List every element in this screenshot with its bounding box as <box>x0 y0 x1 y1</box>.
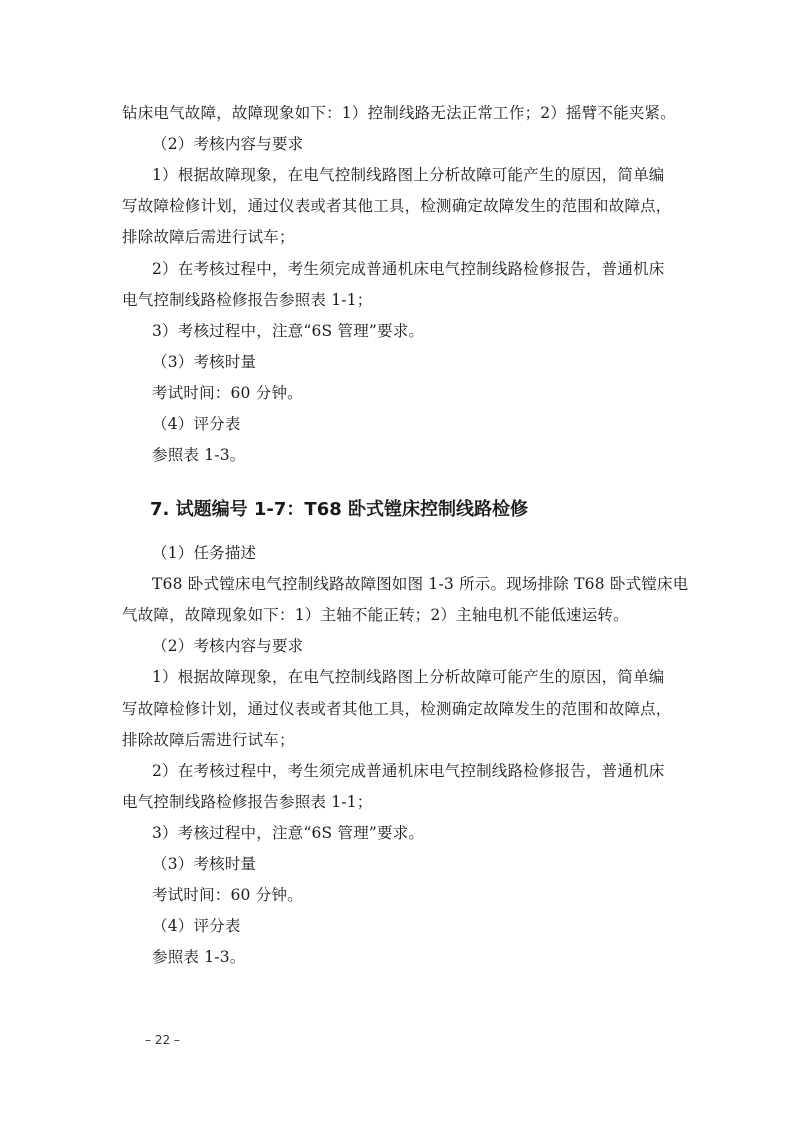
text-line: T68 卧式镗床电气控制线路故障图如图 1-3 所示。现场排除 T68 卧式镗床电 <box>152 575 689 594</box>
text-line: （4）评分表 <box>152 917 241 936</box>
text-line: 写故障检修计划，通过仪表或者其他工具，检测确定故障发生的范围和故障点， <box>122 197 672 216</box>
text-line: （2）考核内容与要求 <box>152 135 304 154</box>
text-line: 电气控制线路检修报告参照表 1-1； <box>122 290 373 309</box>
page-number: – 22 – <box>145 1033 180 1047</box>
text-line: 写故障检修计划，通过仪表或者其他工具，检测确定故障发生的范围和故障点， <box>122 699 672 718</box>
text-line: 钻床电气故障，故障现象如下：1）控制线路无法正常工作；2）摇臂不能夹紧。 <box>122 104 676 122</box>
text-line: 气故障，故障现象如下：1）主轴不能正转；2）主轴电机不能低速运转。 <box>122 606 629 625</box>
text-line: 2）在考核过程中，考生须完成普通机床电气控制线路检修报告，普通机床 <box>152 259 665 278</box>
text-line: 电气控制线路检修报告参照表 1-1； <box>122 792 373 811</box>
text-line: （1）任务描述 <box>152 544 257 562</box>
text-line: （4）评分表 <box>152 415 241 433</box>
text-line: 3）考核过程中，注意“6S 管理”要求。 <box>152 321 425 340</box>
text-line: 1）根据故障现象，在电气控制线路图上分析故障可能产生的原因，简单编 <box>152 166 665 185</box>
section-heading: 7. 试题编号 1-7：T68 卧式镗床控制线路检修 <box>150 499 529 520</box>
text-line: 1）根据故障现象，在电气控制线路图上分析故障可能产生的原因，简单编 <box>152 668 665 687</box>
text-line: 2）在考核过程中，考生须完成普通机床电气控制线路检修报告，普通机床 <box>152 761 665 780</box>
text-line: 考试时间：60 分钟。 <box>152 886 303 905</box>
text-line: 排除故障后需进行试车； <box>122 730 295 749</box>
text-line: 考试时间：60 分钟。 <box>152 383 303 402</box>
text-line: 3）考核过程中，注意“6S 管理”要求。 <box>152 823 425 842</box>
text-line: （2）考核内容与要求 <box>152 637 304 656</box>
text-line: （3）考核时量 <box>152 855 257 873</box>
text-line: 参照表 1-3。 <box>152 446 246 465</box>
text-line: 参照表 1-3。 <box>152 948 246 967</box>
text-line: （3）考核时量 <box>152 352 257 371</box>
text-line: 排除故障后需进行试车； <box>122 228 295 247</box>
